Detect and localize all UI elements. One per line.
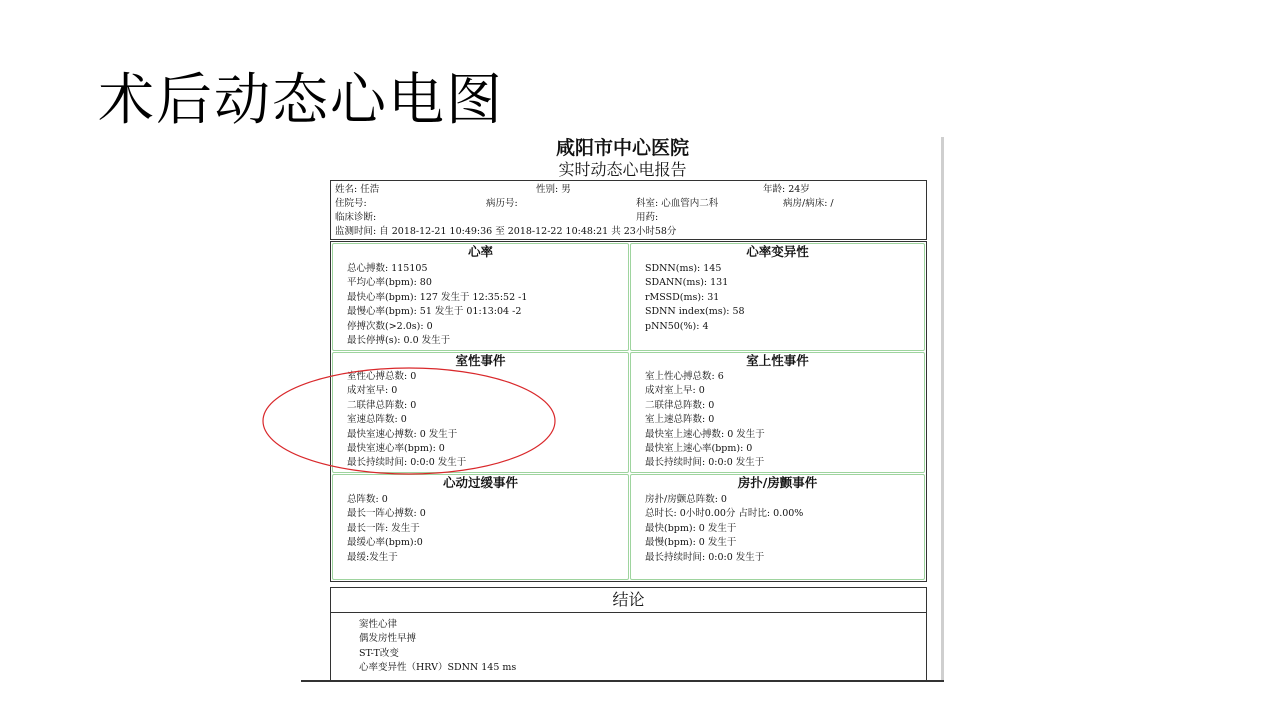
panel-line: 最长持续时间: 0:0:0 发生于: [645, 457, 765, 469]
conclusion-line: 心率变异性（HRV）SDNN 145 ms: [359, 662, 517, 674]
conclusion-line: 偶发房性早搏: [359, 633, 417, 645]
panel-line: 最快室上速心搏数: 0 发生于: [645, 428, 765, 440]
panel-line: SDNN index(ms): 58: [645, 306, 745, 318]
panel-line: 最长停搏(s): 0.0 发生于: [347, 335, 451, 347]
panel-line: 最快室速心搏数: 0 发生于: [347, 428, 458, 440]
patient-age: 年龄: 24岁: [763, 184, 810, 195]
panel-title: 房扑/房颤事件: [737, 475, 818, 490]
record-number: 病历号:: [486, 198, 518, 209]
panel-line: 最慢心率(bpm): 51 发生于 01:13:04 -2: [347, 306, 522, 318]
conclusion-line: 窦性心律: [359, 619, 398, 630]
panel-line: 最快(bpm): 0 发生于: [645, 522, 737, 534]
panel-line: 最快室速心率(bpm): 0: [347, 443, 445, 455]
panel-line: 成对室上早: 0: [645, 385, 705, 397]
panel-line: 总阵数: 0: [347, 494, 388, 505]
panel-line: 最缓:发生于: [347, 551, 398, 563]
panel-line: 最长持续时间: 0:0:0 发生于: [347, 457, 467, 469]
clinical-diagnosis: 临床诊断:: [335, 212, 377, 223]
panel-line: 最慢(bpm): 0 发生于: [645, 537, 737, 549]
summary-panels: [330, 241, 927, 582]
patient-name: 姓名: 任浩: [335, 184, 380, 195]
af-flutter-events-panel: [630, 474, 925, 580]
panel-line: 最缓心率(bpm):0: [347, 537, 423, 549]
conclusion-title: 结论: [612, 590, 645, 609]
department: 科室: 心血管内二科: [636, 198, 719, 209]
panel-line: SDANN(ms): 131: [645, 277, 729, 289]
ecg-report: [301, 137, 944, 682]
panel-line: 室上性心搏总数: 6: [645, 371, 724, 382]
monitor-time: 监测时间: 自 2018-12-21 10:49:36 至 2018-12-22 10:48:21 共 23小时58分: [335, 226, 677, 237]
panel-line: 房扑/房颤总阵数: 0: [645, 494, 727, 505]
report-subtitle: 实时动态心电报告: [558, 160, 687, 179]
panel-title: 心率: [467, 244, 493, 259]
panel-line: 二联律总阵数: 0: [347, 399, 417, 411]
panel-line: 总心搏数: 115105: [347, 263, 428, 274]
admission-number: 住院号:: [335, 198, 367, 209]
panel-title: 心率变异性: [746, 244, 809, 259]
conclusion-box: [330, 587, 927, 682]
ward-bed: 病房/病床: /: [783, 198, 834, 209]
panel-title: 心动过缓事件: [442, 475, 518, 490]
panel-line: 二联律总阵数: 0: [645, 399, 715, 411]
panel-line: SDNN(ms): 145: [645, 263, 722, 274]
panel-line: 最长一阵心搏数: 0: [347, 508, 426, 520]
report-shadow-right: [941, 137, 944, 682]
panel-line: 平均心率(bpm): 80: [347, 277, 432, 289]
panel-line: 最快室上速心率(bpm): 0: [645, 443, 753, 455]
panel-line: 室性心搏总数: 0: [347, 371, 417, 382]
hospital-name: 咸阳市中心医院: [555, 137, 689, 159]
conclusion-divider: [331, 612, 926, 613]
panel-line: 总时长: 0小时0.00分 占时比: 0.00%: [645, 508, 804, 520]
conclusion-line: ST-T改变: [359, 647, 399, 659]
panel-title: 室性事件: [455, 353, 506, 368]
panel-line: pNN50(%): 4: [645, 320, 709, 332]
patient-info-box: [330, 180, 927, 240]
panel-line: 室速总阵数: 0: [347, 414, 407, 426]
panel-line: 停搏次数(>2.0s): 0: [347, 320, 433, 332]
slide-title: 术后动态心电图: [98, 68, 504, 133]
supraventricular-events-panel: [630, 352, 925, 473]
bradycardia-events-panel: [332, 474, 629, 580]
panel-line: 最长一阵: 发生于: [347, 522, 420, 534]
hrv-panel: [630, 243, 925, 351]
medication: 用药:: [636, 212, 659, 223]
patient-sex: 性别: 男: [536, 184, 571, 195]
panel-title: 室上性事件: [746, 353, 809, 368]
panel-line: 成对室早: 0: [347, 385, 398, 397]
ventricular-events-panel: [332, 352, 629, 473]
panel-line: 室上速总阵数: 0: [645, 414, 715, 426]
panel-line: rMSSD(ms): 31: [645, 291, 720, 303]
heart-rate-panel: [332, 243, 629, 351]
panel-line: 最长持续时间: 0:0:0 发生于: [645, 551, 765, 563]
panel-line: 最快心率(bpm): 127 发生于 12:35:52 -1: [347, 291, 528, 303]
